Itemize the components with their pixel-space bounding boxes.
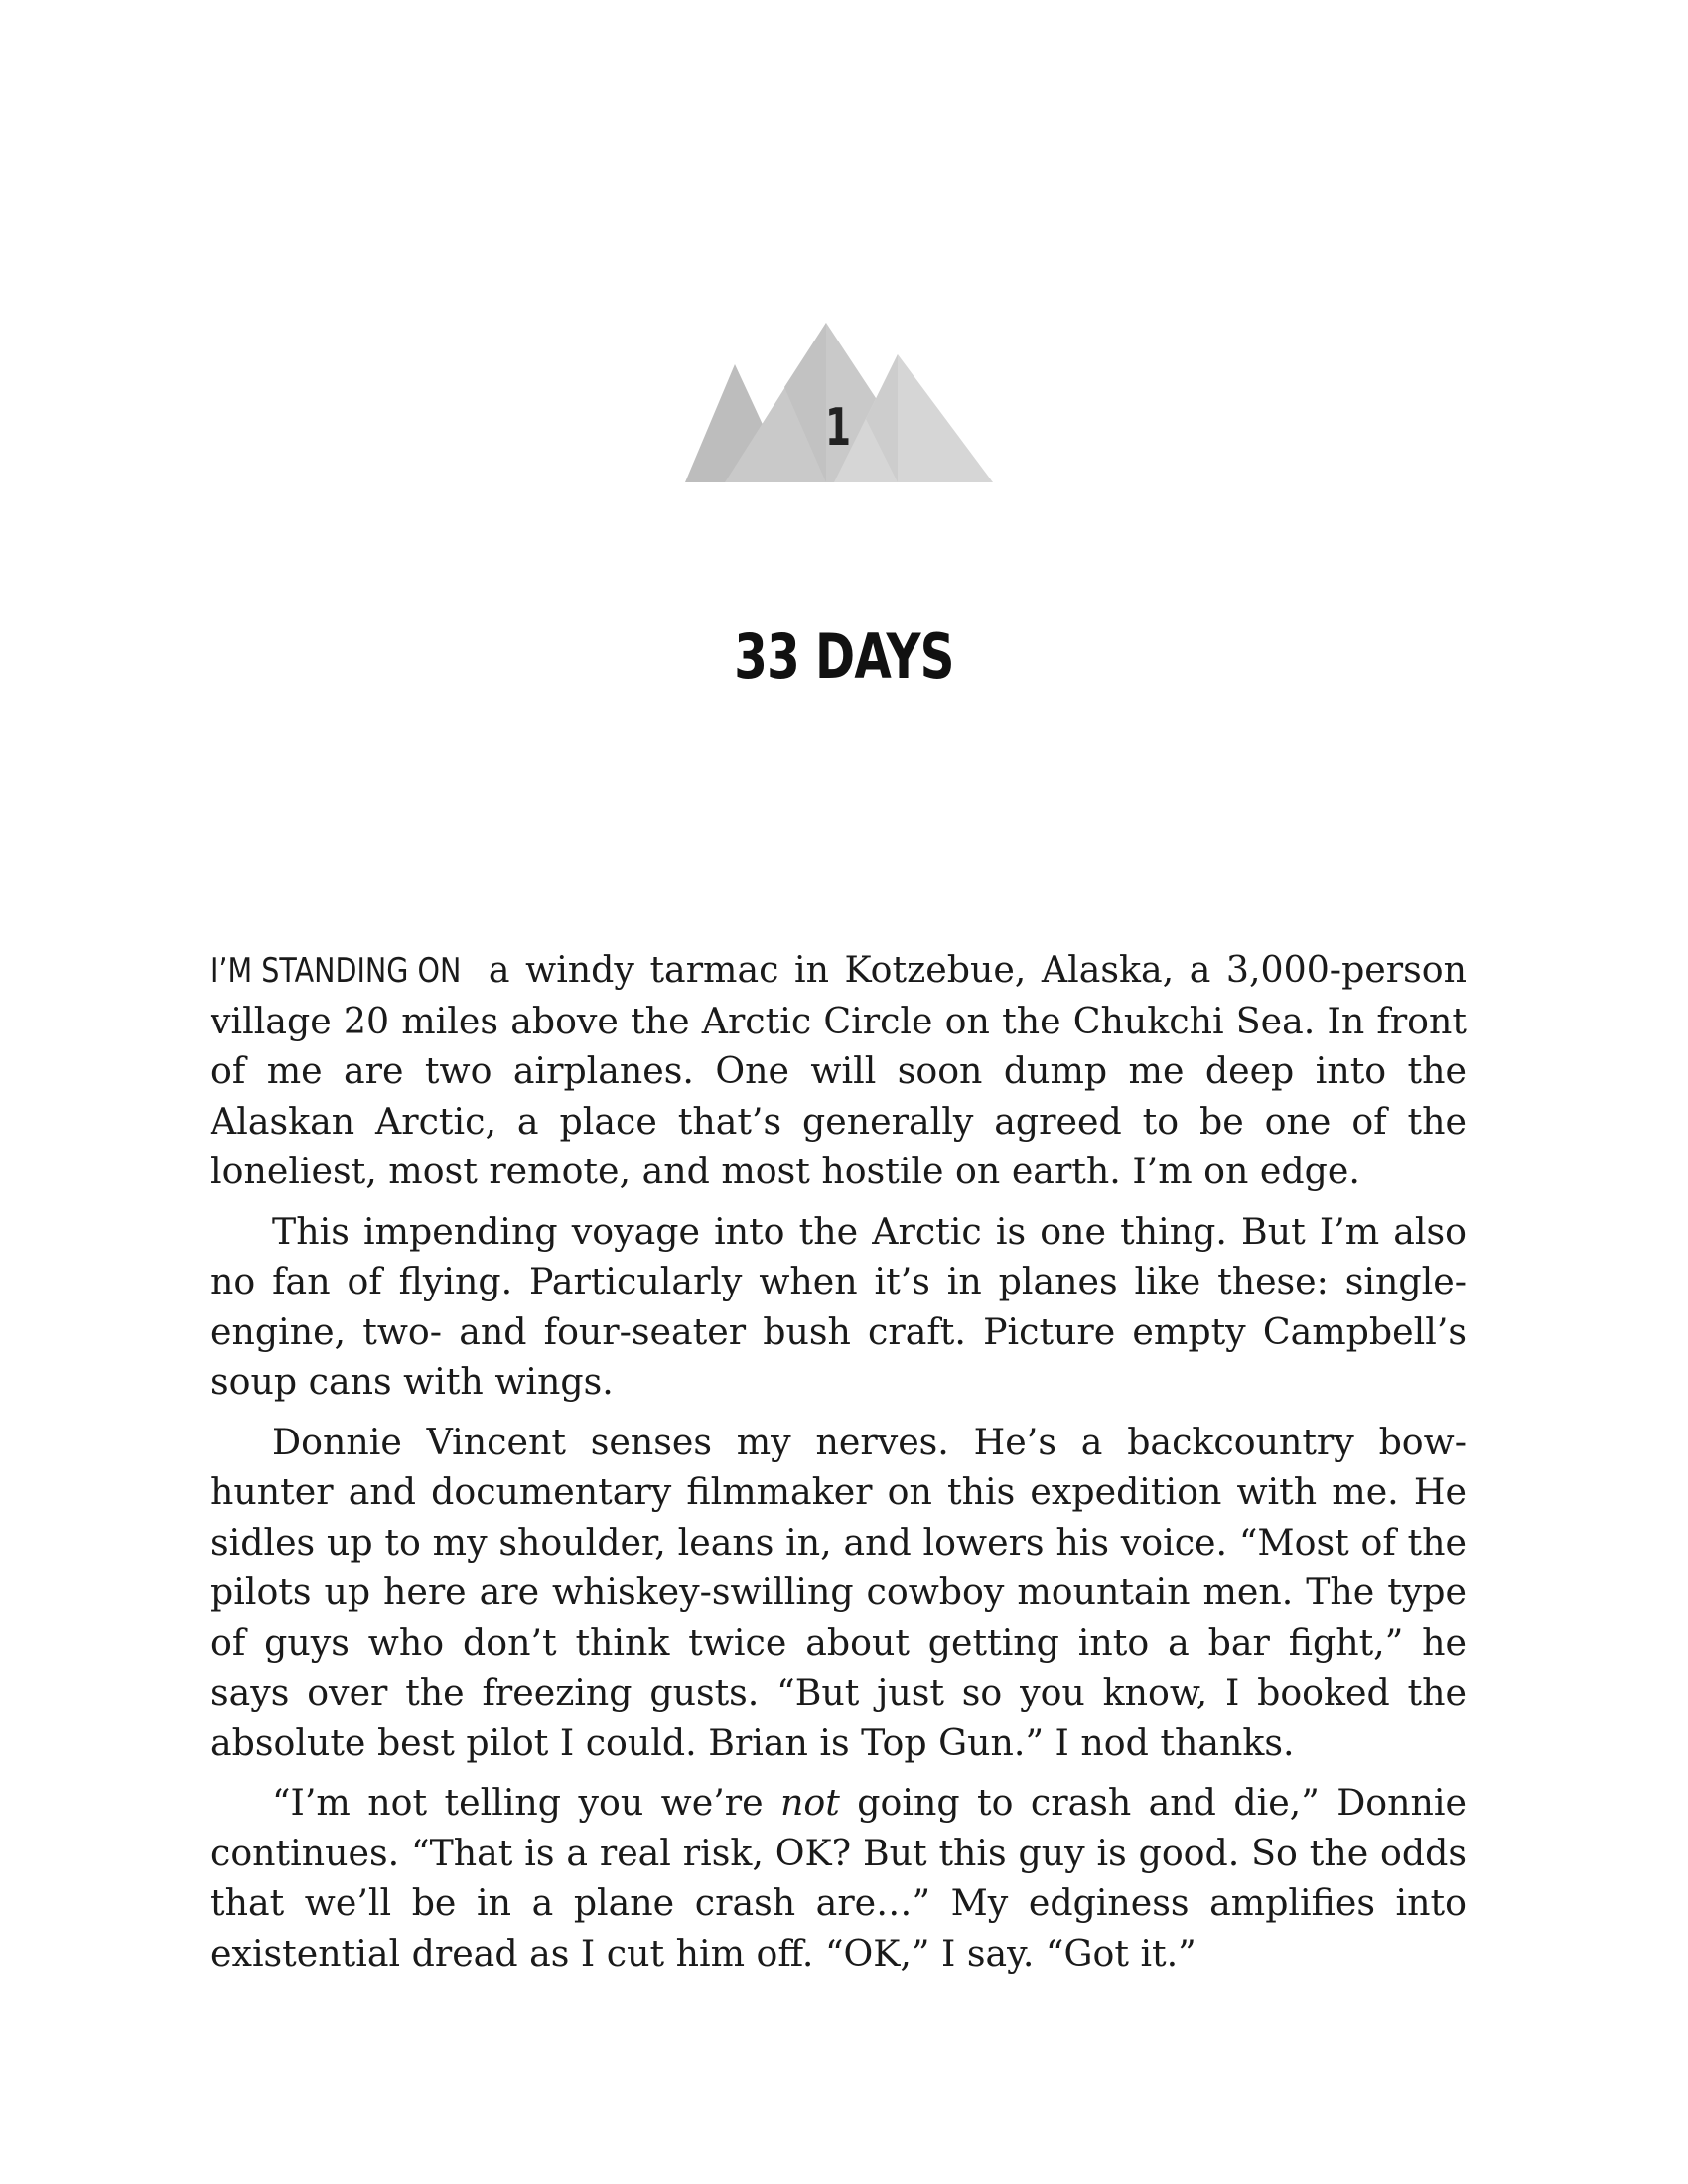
lead-in-smallcaps: I’M STANDING ON bbox=[211, 951, 462, 991]
emphasis-text: not bbox=[780, 1781, 840, 1824]
paragraph: This impending voyage into the Arctic is one thing. But I’m also no fan of flying. Particularly when it’s in planes like these: single-engine, two- and four-seater bush craft. Picture empty Campbell’s soup cans with wings. bbox=[211, 1209, 1467, 1403]
paragraph: Donnie Vincent senses my nerves. He’s a backcountry bow-hunter and documentary filmmaker on this expedition with me. He sidles up to my shoulder, leans in, and lowers his voice. “Most of the pilots up here are whiskey-swilling cowboy mountain men. The type of guys who don’t think twice about getting into a bar fight,” he says over the freezing gusts. “But just so you know, I booked the absolute best pilot I could. Brian is Top Gun.” I nod thanks. bbox=[211, 1420, 1467, 1764]
paragraph bbox=[211, 1778, 1467, 1979]
paragraph-text: going to crash and die,” Donnie continues. “That is a real risk, OK? But this guy is good. So the odds that we’ll be in a plane crash are…” My edginess amplifies into existential dread as I cut him off. “OK,” I say. “Got it.” bbox=[211, 1781, 1468, 1975]
paragraph-text: a windy tarmac in Kotzebue, Alaska, a 3,000-person village 20 miles above the Arctic Circle on the Chukchi Sea. In front of me are two airplanes. One will soon dump me deep into the Alaskan Arctic, a place that’s generally agreed to be one of the loneliest, most remote, and most hostile on earth. I’m on edge. bbox=[211, 948, 1467, 1192]
chapter-emblem bbox=[685, 320, 993, 484]
paragraph bbox=[211, 945, 1467, 1197]
paragraph-text: “I’m not telling you we’re bbox=[272, 1781, 781, 1824]
mountain-icon bbox=[685, 320, 993, 484]
chapter-title: 33 DAYS bbox=[734, 620, 954, 693]
chapter-number: 1 bbox=[824, 396, 852, 458]
chapter-body bbox=[211, 945, 1467, 1988]
